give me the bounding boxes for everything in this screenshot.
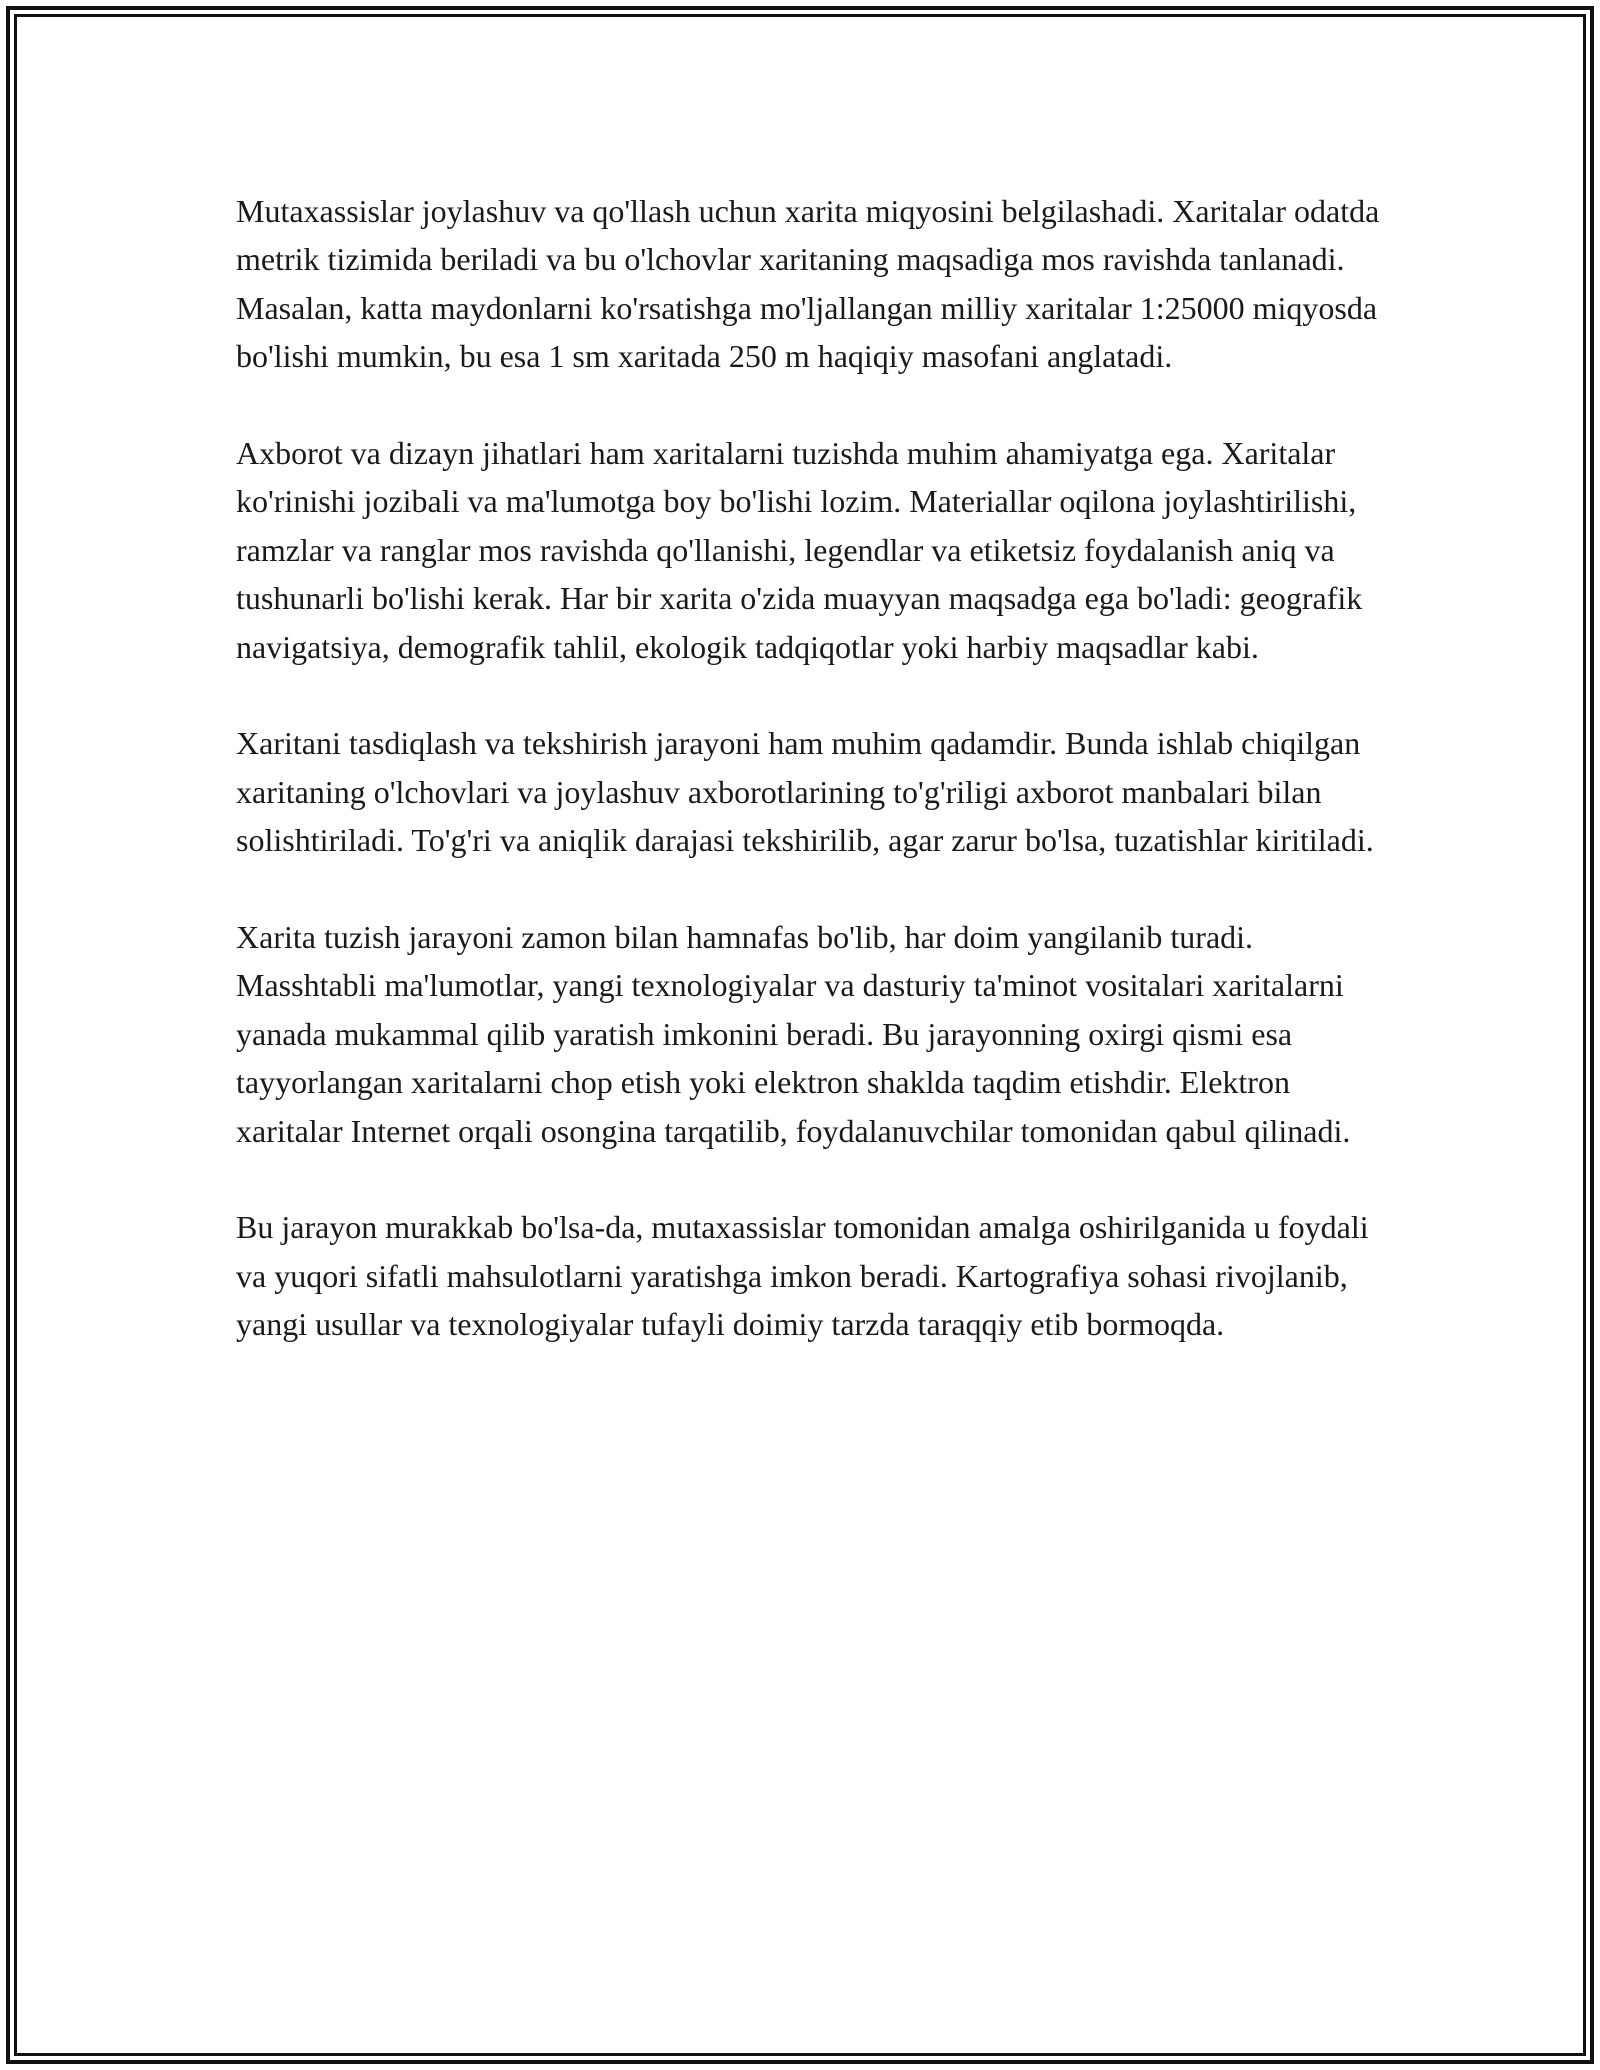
paragraph-conclusion: Bu jarayon murakkab bo'lsa-da, mutaxassislar tomonidan amalga oshirilganida u foydali va yuqori sifatli mahsulotlarni yaratishga imkon beradi. Kartografiya sohasi rivojlanib, yangi usullar va texnologiyalar tufayli doimiy tarzda taraqqiy etib bormoqda.	[236, 1209, 1369, 1343]
paragraph-map-scale: Mutaxassislar joylashuv va qo'llash uchun xarita miqyosini belgilashadi. Xaritalar odatda metrik tizimida beriladi va bu o'lchovlar xaritaning maqsadiga mos ravishda tanlanadi. Masalan, katta maydonlarni ko'rsatishga mo'ljallangan milliy xaritalar 1:25000 miqyosda bo'lishi mumkin, bu esa 1 sm xaritada 250 m haqiqiy masofani anglatadi.	[236, 193, 1380, 375]
document-body	[236, 187, 1386, 1349]
paragraph-verification: Xaritani tasdiqlash va tekshirish jarayoni ham muhim qadamdir. Bunda ishlab chiqilgan xaritaning o'lchovlari va joylashuv axborotlarining to'g'riligi axborot manbalari bilan solishtiriladi. To'g'ri va aniqlik darajasi tekshirilib, agar zarur bo'lsa, tuzatishlar kiritiladi.	[236, 725, 1374, 859]
paragraph-design-aspects: Axborot va dizayn jihatlari ham xaritalarni tuzishda muhim ahamiyatga ega. Xaritalar ko'rinishi jozibali va ma'lumotga boy bo'lishi lozim. Materiallar oqilona joylashtirilishi, ramzlar va ranglar mos ravishda qo'llanishi, legendlar va etiketsiz foydalanish aniq va tushunarli bo'lishi kerak. Har bir xarita o'zida muayyan maqsadga ega bo'ladi: geografik navigatsiya, demografik tahlil, ekologik tadqiqotlar yoki harbiy maqsadlar kabi.	[236, 435, 1363, 665]
paragraph-modernization: Xarita tuzish jarayoni zamon bilan hamnafas bo'lib, har doim yangilanib turadi. Masshtabli ma'lumotlar, yangi texnologiyalar va dasturiy ta'minot vositalari xaritalarni yanada mukammal qilib yaratish imkonini beradi. Bu jarayonning oxirgi qismi esa tayyorlangan xaritalarni chop etish yoki elektron shaklda taqdim etishdir. Elektron xaritalar Internet orqali osongina tarqatilib, foydalanuvchilar tomonidan qabul qilinadi.	[236, 919, 1351, 1149]
